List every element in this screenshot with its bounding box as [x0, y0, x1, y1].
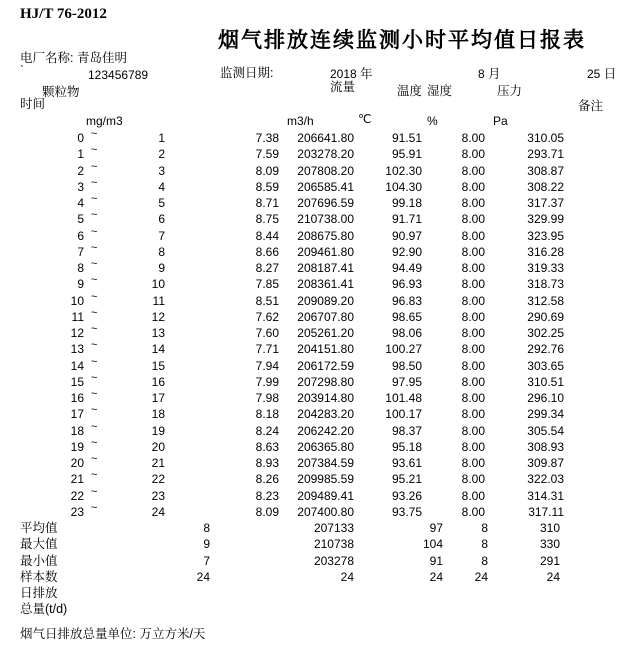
temp-value: 99.18 — [391, 196, 422, 210]
flow-value: 207696.59 — [297, 196, 354, 210]
hour-from-value: 11 — [71, 309, 84, 324]
dust-value: 8.18 — [255, 407, 279, 422]
tilde-mark: ~ — [91, 209, 98, 222]
dust-value: 7.94 — [255, 358, 279, 373]
unit-humidity: % — [427, 114, 438, 128]
summary-temp-value: 24 — [429, 569, 443, 584]
dust-value: 7.98 — [255, 391, 279, 405]
pressure-value: 317.11 — [528, 504, 564, 519]
humidity-value: 8.00 — [461, 342, 485, 357]
hour-from-value: 21 — [70, 472, 84, 487]
pressure-value: 319.33 — [527, 261, 564, 275]
humidity-value: 8.00 — [461, 472, 485, 487]
temp-value: 91.71 — [391, 212, 422, 227]
humidity-value: 8.00 — [461, 261, 485, 275]
pressure-value: 292.76 — [527, 342, 564, 357]
temp-value: 96.93 — [391, 277, 422, 292]
pressure-value: 309.87 — [527, 456, 564, 470]
hour-to-value: 16 — [151, 374, 165, 389]
pressure-value: 316.28 — [527, 244, 564, 259]
hour-from-value: 19 — [70, 439, 84, 454]
dust-value: 8.71 — [255, 196, 279, 210]
flow-value: 209985.59 — [297, 472, 354, 487]
summary-label: 总量(t/d) — [20, 602, 68, 617]
column-header-temp: 温度 — [397, 84, 423, 98]
temp-value: 92.90 — [391, 244, 422, 259]
tilde-mark: ~ — [91, 501, 98, 514]
tilde-mark: ~ — [91, 176, 98, 189]
temp-value: 93.61 — [391, 456, 422, 470]
month-value: 8 — [478, 67, 485, 81]
hour-to-value: 8 — [158, 244, 165, 259]
humidity-value: 8.00 — [461, 244, 485, 259]
hour-to-value: 9 — [158, 261, 165, 275]
summary-temp-value: 104 — [422, 537, 443, 552]
humidity-value: 8.00 — [461, 374, 485, 389]
pressure-value: 312.58 — [527, 293, 564, 308]
summary-label: 最大值 — [20, 537, 58, 552]
hour-to-value: 14 — [151, 342, 165, 357]
summary-temp-value: 97 — [429, 521, 443, 535]
tilde-mark: ~ — [91, 225, 98, 238]
pressure-value: 299.34 — [527, 407, 564, 422]
dust-value: 8.59 — [255, 179, 279, 194]
summary-rows — [0, 520, 631, 618]
column-header-pressure: 压力 — [497, 84, 523, 98]
temp-value: 95.18 — [391, 439, 422, 454]
humidity-value: 8.00 — [461, 326, 485, 340]
hour-to-value: 3 — [158, 163, 165, 178]
flow-value: 204283.20 — [297, 407, 354, 422]
humidity-value: 8.00 — [461, 293, 485, 308]
summary-flow-value: 24 — [340, 569, 354, 584]
hour-from-value: 9 — [77, 277, 84, 292]
humidity-value: 8.00 — [461, 309, 485, 324]
temp-value: 96.83 — [391, 293, 422, 308]
temp-value: 94.49 — [391, 261, 422, 275]
hour-from-value: 23 — [70, 504, 84, 519]
flow-value: 210738.00 — [297, 212, 354, 227]
hour-from-value: 4 — [77, 196, 84, 210]
pressure-value: 308.87 — [527, 163, 564, 178]
temp-value: 97.95 — [391, 374, 422, 389]
dust-value: 8.51 — [255, 293, 279, 308]
summary-humidity-value: 24 — [474, 569, 488, 584]
flow-value: 207384.59 — [297, 456, 354, 470]
tilde-mark: ~ — [91, 144, 98, 157]
temp-value: 95.91 — [391, 147, 422, 162]
dust-value: 8.23 — [255, 488, 279, 503]
tilde-mark: ~ — [91, 453, 98, 465]
summary-humidity-value — [443, 601, 488, 617]
pressure-value: 323.95 — [527, 228, 564, 243]
flow-value: 206172.59 — [297, 358, 354, 373]
humidity-value: 8.00 — [461, 196, 485, 210]
flow-value: 208187.41 — [297, 261, 354, 275]
day-value: 25 — [587, 67, 601, 81]
summary-temp-value — [354, 585, 443, 601]
summary-label: 日排放 — [20, 586, 58, 600]
tilde-mark: ~ — [91, 193, 98, 205]
unit-dust: mg/m3 — [86, 114, 123, 128]
hour-from-value: 14 — [70, 358, 84, 373]
pressure-value: 305.54 — [527, 423, 564, 438]
humidity-value: 8.00 — [461, 277, 485, 292]
pressure-value: 314.31 — [527, 488, 564, 503]
temp-value: 98.65 — [391, 309, 422, 324]
tilde-mark: ~ — [91, 339, 98, 352]
plant-code-value: 123456789 — [88, 68, 149, 82]
hour-to-value: 10 — [151, 277, 165, 292]
plant-name-value: 青岛佳明 — [76, 51, 127, 65]
dust-value: 8.93 — [255, 456, 279, 470]
hour-from-value: 16 — [70, 391, 84, 405]
hour-from-value: 3 — [77, 179, 84, 194]
hour-to-value: 21 — [151, 456, 165, 470]
hour-from-value: 22 — [70, 488, 84, 503]
flow-value: 209489.41 — [297, 488, 354, 503]
hour-row — [0, 501, 631, 520]
pressure-value: 310.51 — [527, 374, 564, 389]
humidity-value: 8.00 — [461, 504, 485, 519]
humidity-value: 8.00 — [461, 212, 485, 227]
humidity-value: 8.00 — [461, 163, 485, 178]
flow-value: 209461.80 — [297, 244, 354, 259]
summary-row — [0, 520, 631, 536]
column-header-remark: 备注 — [578, 99, 604, 113]
hour-from-value: 10 — [70, 293, 84, 308]
flow-value: 206641.80 — [297, 131, 354, 145]
humidity-value: 8.00 — [461, 488, 485, 503]
tilde-mark: ~ — [91, 485, 98, 498]
summary-flow-value: 210738 — [313, 537, 354, 552]
tilde-mark: ~ — [91, 323, 98, 335]
hour-to-value: 4 — [158, 179, 165, 194]
tilde-mark: ~ — [91, 241, 98, 254]
tilde-mark: ~ — [91, 306, 98, 319]
dust-value: 8.44 — [255, 228, 279, 243]
pressure-value: 293.71 — [527, 147, 564, 162]
temp-value: 93.26 — [391, 488, 422, 503]
hour-from-value: 18 — [70, 423, 84, 438]
dust-value: 7.59 — [255, 147, 279, 162]
flow-value: 205261.20 — [297, 326, 354, 340]
summary-humidity-value: 8 — [481, 537, 488, 552]
pressure-value: 290.69 — [527, 309, 564, 324]
temp-value: 100.27 — [385, 342, 422, 357]
summary-flow-value: 207133 — [313, 521, 354, 535]
pressure-value: 302.25 — [527, 326, 564, 340]
summary-dust-value: 24 — [196, 569, 210, 584]
hour-to-value: 5 — [158, 196, 165, 210]
summary-label: 最小值 — [20, 553, 58, 568]
summary-pressure-value: 291 — [539, 553, 560, 568]
unit-temp: ℃ — [358, 112, 372, 126]
dust-value: 7.85 — [255, 277, 279, 292]
tilde-mark: ~ — [91, 160, 98, 173]
year-suffix: 年 — [360, 67, 373, 81]
temp-value: 104.30 — [385, 179, 422, 194]
hour-from-value: 7 — [77, 244, 84, 259]
temp-value: 98.37 — [391, 423, 422, 438]
hour-to-value: 11 — [152, 293, 165, 308]
humidity-value: 8.00 — [461, 407, 485, 422]
hour-from-value: 2 — [77, 163, 84, 178]
flow-value: 208675.80 — [297, 228, 354, 243]
hour-to-value: 24 — [151, 504, 165, 519]
summary-dust-value: 7 — [203, 553, 210, 568]
dust-value: 8.27 — [255, 261, 279, 275]
hour-from-value: 12 — [70, 326, 84, 340]
monitor-date-month — [478, 68, 501, 81]
unit-pressure: Pa — [493, 114, 508, 128]
tilde-mark: ~ — [91, 469, 98, 482]
hour-to-value: 17 — [151, 391, 165, 405]
summary-row — [0, 536, 631, 552]
dust-value: 8.24 — [255, 423, 279, 438]
temp-value: 93.75 — [391, 504, 422, 519]
humidity-value: 8.00 — [461, 439, 485, 454]
column-header-flow: 流量 — [330, 80, 356, 94]
summary-humidity-value — [443, 585, 488, 601]
pressure-value: 296.10 — [527, 391, 564, 405]
summary-dust-value: 9 — [203, 537, 210, 552]
dust-value: 8.09 — [255, 163, 279, 178]
summary-temp-value — [354, 601, 443, 617]
humidity-value: 8.00 — [461, 228, 485, 243]
hour-to-value: 23 — [151, 488, 165, 503]
summary-flow-value: 203278 — [313, 553, 354, 568]
tilde-mark: ~ — [91, 388, 98, 400]
summary-pressure-value: 24 — [546, 569, 560, 584]
year-value: 2018 — [330, 67, 357, 81]
hour-to-value: 1 — [158, 131, 165, 145]
pressure-value: 318.73 — [527, 277, 564, 292]
flow-value: 203278.20 — [297, 147, 354, 162]
dust-value: 8.66 — [255, 244, 279, 259]
dust-value: 7.99 — [255, 374, 279, 389]
report-title: 烟气排放连续监测小时平均值日报表 — [218, 29, 586, 52]
dust-value: 8.75 — [255, 212, 279, 227]
tilde-mark: ~ — [91, 420, 98, 433]
dust-value: 7.60 — [255, 326, 279, 340]
summary-dust-value: 8 — [203, 521, 210, 535]
tilde-mark: ~ — [91, 436, 98, 449]
plant-name-label: 电厂名称: — [20, 51, 74, 65]
data-rows — [0, 130, 631, 618]
tilde-mark: ~ — [91, 128, 98, 140]
humidity-value: 8.00 — [461, 131, 485, 145]
dust-value: 7.62 — [255, 309, 279, 324]
summary-row — [0, 585, 631, 601]
tilde-mark: ~ — [91, 274, 98, 287]
flow-value: 207400.80 — [297, 504, 354, 519]
hour-from-value: 8 — [77, 261, 84, 275]
flow-value: 208361.41 — [297, 277, 354, 292]
hour-to-value: 7 — [158, 228, 165, 243]
temp-value: 98.06 — [391, 326, 422, 340]
tilde-mark: ~ — [91, 371, 98, 384]
flow-value: 209089.20 — [297, 293, 354, 308]
dust-value: 8.26 — [255, 472, 279, 487]
monitor-date-day — [587, 68, 616, 81]
pressure-value: 308.93 — [527, 439, 564, 454]
standard-number: HJ/T 76-2012 — [20, 6, 107, 22]
temp-value: 95.21 — [391, 472, 422, 487]
summary-row — [0, 553, 631, 569]
humidity-value: 8.00 — [461, 391, 485, 405]
summary-pressure-value — [488, 601, 560, 617]
hour-to-value: 12 — [151, 309, 165, 324]
hour-from-value: 17 — [70, 407, 84, 422]
dust-value: 8.63 — [255, 439, 279, 454]
tilde-mark: ~ — [91, 258, 98, 270]
summary-temp-value: 91 — [429, 553, 443, 568]
hour-to-value: 20 — [151, 439, 165, 454]
column-header-time: 时间 — [20, 97, 46, 111]
pressure-value: 303.65 — [527, 358, 564, 373]
flow-value: 207808.20 — [297, 163, 354, 178]
summary-pressure-value — [488, 585, 560, 601]
column-header-dust: 颗粒物 — [42, 85, 80, 99]
temp-value: 101.48 — [385, 391, 422, 405]
pressure-value: 310.05 — [527, 131, 564, 145]
flow-value: 204151.80 — [297, 342, 354, 357]
dust-value: 7.71 — [255, 342, 279, 357]
dust-value: 8.09 — [255, 504, 279, 519]
hour-from-value: 0 — [77, 131, 84, 145]
hour-to-value: 15 — [151, 358, 165, 373]
tilde-mark: ~ — [91, 404, 98, 417]
pressure-value: 308.22 — [527, 179, 564, 194]
pressure-value: 322.03 — [527, 472, 564, 487]
tilde-mark: ~ — [91, 355, 98, 368]
temp-value: 102.30 — [385, 163, 422, 178]
summary-flow-value — [210, 585, 354, 601]
summary-pressure-value: 310 — [539, 521, 560, 535]
tilde-mark: ~ — [91, 290, 98, 303]
hour-from-value: 13 — [70, 342, 84, 357]
hour-to-value: 2 — [158, 147, 165, 162]
temp-value: 98.50 — [391, 358, 422, 373]
humidity-value: 8.00 — [461, 456, 485, 470]
hour-to-value: 6 — [158, 212, 165, 227]
flow-value: 206585.41 — [297, 179, 354, 194]
summary-row — [0, 601, 631, 617]
flow-value: 206707.80 — [297, 309, 354, 324]
pressure-value: 317.37 — [527, 196, 564, 210]
month-suffix: 月 — [488, 67, 501, 81]
humidity-value: 8.00 — [461, 358, 485, 373]
temp-value: 100.17 — [385, 407, 422, 422]
flow-value: 206242.20 — [297, 423, 354, 438]
flow-value: 206365.80 — [297, 439, 354, 454]
summary-dust-value — [100, 585, 210, 601]
temp-value: 90.97 — [391, 228, 422, 243]
hour-from-value: 20 — [70, 456, 84, 470]
summary-humidity-value: 8 — [481, 521, 488, 535]
hour-from-value: 15 — [70, 374, 84, 389]
hour-from-value: 6 — [77, 228, 84, 243]
summary-pressure-value: 330 — [539, 537, 560, 552]
pressure-value: 329.99 — [527, 212, 564, 227]
dust-value: 7.38 — [255, 131, 279, 145]
summary-dust-value — [100, 601, 210, 617]
summary-flow-value — [210, 601, 354, 617]
temp-value: 91.51 — [391, 131, 422, 145]
monitor-date-label: 监测日期: — [220, 66, 274, 80]
plant-name-line — [20, 52, 127, 65]
tick-mark: ` — [20, 63, 24, 77]
humidity-value: 8.00 — [461, 147, 485, 162]
flow-value: 203914.80 — [297, 391, 354, 405]
summary-row — [0, 569, 631, 585]
hour-from-value: 5 — [77, 212, 84, 227]
hour-from-value: 1 — [77, 147, 84, 162]
summary-humidity-value: 8 — [481, 553, 488, 568]
hour-rows — [0, 130, 631, 520]
hour-to-value: 22 — [151, 472, 165, 487]
hour-to-value: 18 — [151, 407, 165, 422]
unit-flow: m3/h — [287, 114, 314, 128]
day-suffix: 日 — [603, 67, 617, 81]
humidity-value: 8.00 — [461, 179, 485, 194]
footer-note: 烟气日排放总量单位: 万立方米/天 — [20, 627, 206, 641]
column-header-humidity: 湿度 — [427, 84, 453, 98]
summary-label: 平均值 — [20, 521, 58, 535]
humidity-value: 8.00 — [461, 423, 485, 438]
hour-to-value: 19 — [151, 423, 165, 438]
flow-value: 207298.80 — [297, 374, 354, 389]
hour-to-value: 13 — [151, 326, 165, 340]
summary-label: 样本数 — [20, 569, 58, 584]
